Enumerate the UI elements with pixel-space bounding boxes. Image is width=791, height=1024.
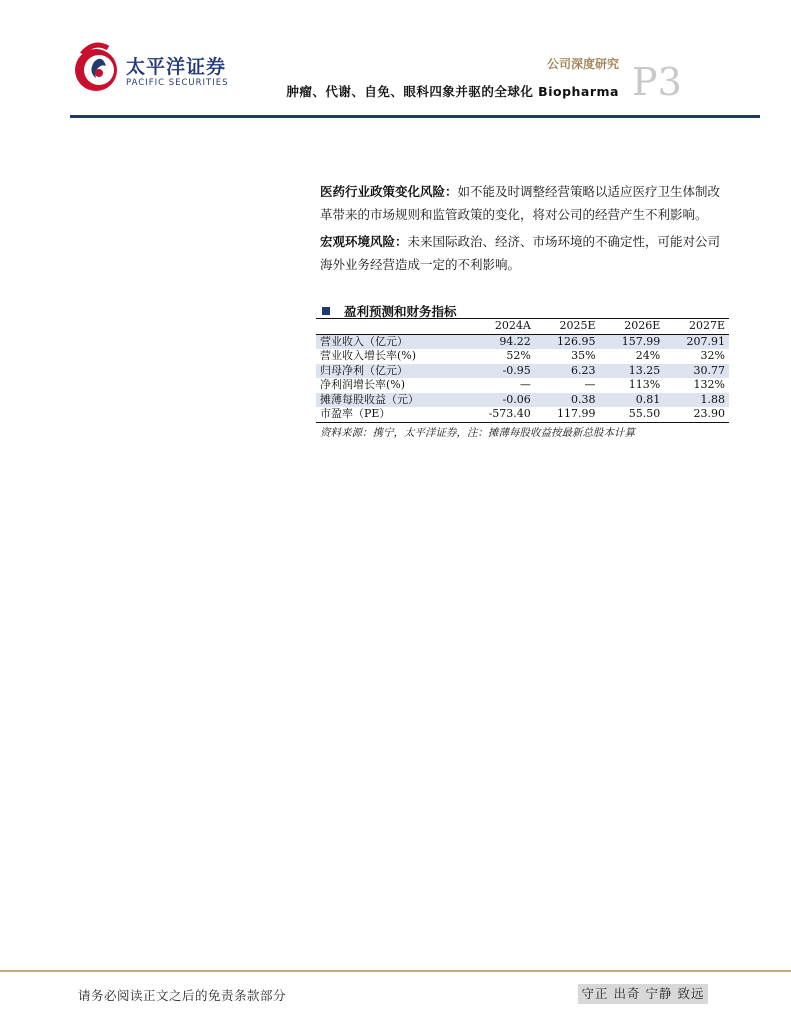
table-header-cell: 2024A [494,319,531,332]
footer-disclaimer: 请务必阅读正文之后的免责条款部分 [78,988,287,1003]
table-source-note: 资料来源：携宁，太平洋证券，注：摊薄每股收益按最新总股本计算 [320,427,635,439]
footer-motto: 守正 出奇 宁静 致远 [578,984,708,1004]
table-cell: 营业收入增长率(%) [320,349,417,362]
table-cell: 30.77 [693,363,725,377]
table-cell: 132% [693,378,725,391]
table-cell: 13.25 [628,363,661,377]
table-cell: 35% [571,349,596,362]
header-divider [70,115,760,118]
table-cell: -0.95 [502,363,531,377]
table-cell: 6.23 [571,363,596,377]
report-subtitle: 肿瘤、代谢、自免、眼科四象并驱的全球化 Biopharma [286,84,619,99]
table-cell: -0.06 [502,392,531,406]
page-header [0,0,791,120]
logo-text-cn: 太平洋证券 [126,56,227,78]
table-cell: 0.81 [635,392,661,406]
table-cell: 55.50 [628,407,661,420]
table-cell: 1.88 [700,392,725,406]
report-type: 公司深度研究 [546,57,619,71]
table-cell: 207.91 [686,334,725,348]
risk-paragraph [320,230,725,276]
table-row [316,349,729,364]
table-cell: 摊薄每股收益（元） [320,392,419,406]
risk-section [320,180,725,280]
table-row [316,334,729,349]
table-cell: 23.90 [693,407,725,420]
risk-text: 如不能及时调整经营策略以适应医疗卫生体制改革带来的市场规则和监管政策的变化，将对公司的经营产生不利影响。 [320,184,721,222]
table-row [316,407,729,422]
table-cell: 126.95 [557,334,596,348]
table-title-text: 盈利预测和财务指标 [344,304,457,319]
table-cell: 归母净利（亿元） [320,363,408,377]
table-cell: — [584,378,596,391]
table-cell: 52% [506,349,531,362]
table-cell: 市盈率（PE） [320,407,391,420]
table-cell: -573.40 [488,407,531,420]
risk-label: 宏观环境风险： [320,234,408,249]
table-cell: 净利润增长率(%) [320,378,406,391]
table-cell: 营业收入（亿元） [320,334,408,348]
financial-forecast-table [316,318,729,423]
table-cell: 24% [635,349,661,362]
table-header-row [316,319,729,335]
table-cell: 157.99 [621,334,661,348]
table-cell: 113% [628,378,661,391]
table-row [316,393,729,408]
table-cell: 94.22 [499,334,531,348]
company-logo [72,40,232,96]
risk-paragraph [320,180,725,226]
logo-mark-icon [72,40,122,96]
logo-text-en: PACIFIC SECURITIES [126,78,229,88]
table-header-cell: 2025E [559,319,596,332]
table-row [316,378,729,393]
risk-text: 未来国际政治、经济、市场环境的不确定性，可能对公司海外业务经营造成一定的不利影响。 [320,234,721,272]
page-number: P3 [632,60,682,104]
table-cell: — [519,378,531,391]
table-cell: 117.99 [557,407,596,420]
table-cell: 0.38 [571,392,596,406]
square-bullet-icon [322,307,330,315]
table-row [316,364,729,379]
table-header-cell [316,319,465,335]
table-header-cell: 2026E [624,319,661,332]
footer-divider [0,970,791,972]
table-cell: 32% [700,349,725,362]
table-header-cell: 2027E [688,319,725,332]
risk-label: 医药行业政策变化风险： [320,184,458,199]
